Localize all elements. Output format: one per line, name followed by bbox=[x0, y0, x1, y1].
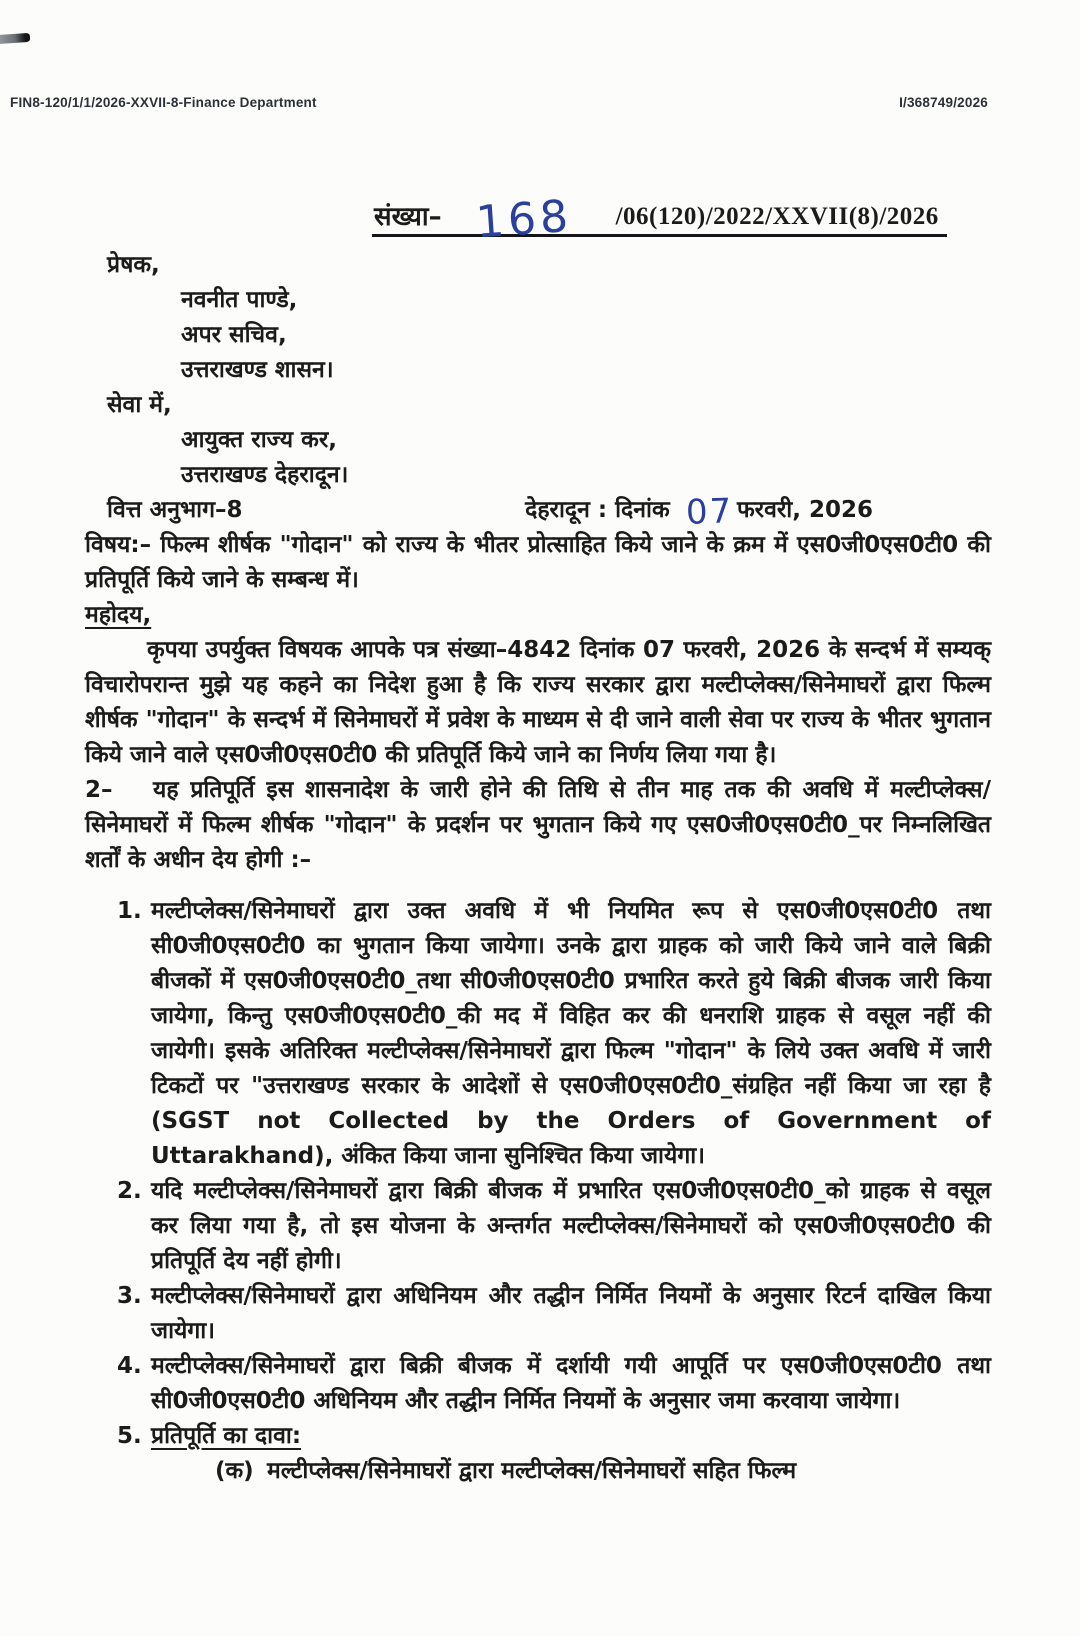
claim-section bbox=[151, 1419, 991, 1489]
list-item bbox=[117, 1419, 991, 1489]
list-item-number: 1. bbox=[117, 898, 142, 924]
place-date bbox=[525, 491, 873, 533]
list-item bbox=[117, 894, 991, 1174]
claim-sub-label: (क) bbox=[215, 1458, 254, 1484]
letter-number-line bbox=[372, 190, 947, 249]
paragraph-2-number: 2– bbox=[85, 777, 113, 803]
subject-line: विषय:– फिल्म शीर्षक "गोदान" को राज्य के भीतर प्रोत्साहित किये जाने के क्रम में एस0जी0एस0टी0 की प्रतिपूर्ति किये जाने के सम्बन्ध में। bbox=[85, 532, 991, 593]
sender-block bbox=[181, 283, 991, 388]
claim-heading: प्रतिपूर्ति का दावा: bbox=[151, 1423, 302, 1449]
salutation-row bbox=[85, 598, 991, 633]
letter-body bbox=[85, 248, 991, 1489]
list-item bbox=[117, 1349, 991, 1419]
paragraph-1: कृपया उपर्युक्त विषयक आपके पत्र संख्या–4842 दिनांक 07 फरवरी, 2026 के सन्दर्भ में सम्यक् विचारोपरान्त मुझे यह कहने का निदेश हुआ है कि राज्य सरकार द्वारा मल्टीप्लेक्स/सिनेमाघरों द्वारा फिल्म शीर्षक "गोदान" के सन्दर्भ में सिनेमाघरों में प्रवेश के माध्यम से दी जाने वाली सेवा पर राज्य के भीतर भुगतान किये जाने वाले एस0जी0एस0टी0 की प्रतिपूर्ति किये जाने का निर्णय लिया गया है। bbox=[85, 637, 991, 768]
letter-number-suffix: /06(120)/2022/XXVII(8)/2026 bbox=[615, 203, 939, 230]
file-reference: FIN8-120/1/1/2026-XXVII-8-Finance Department bbox=[10, 95, 317, 110]
place-date-prefix: देहरादून : दिनांक bbox=[525, 497, 670, 523]
list-item-text: मल्टीप्लेक्स/सिनेमाघरों द्वारा अधिनियम और तद्धीन निर्मित नियमों के अनुसार रिटर्न दाखिल किया जायेगा। bbox=[151, 1283, 991, 1344]
paragraph-2 bbox=[85, 773, 991, 878]
list-item-number: 2. bbox=[117, 1178, 142, 1204]
list-item bbox=[117, 1279, 991, 1349]
list-item-number: 3. bbox=[117, 1283, 142, 1309]
list-item bbox=[117, 1174, 991, 1279]
list-item-number: 4. bbox=[117, 1353, 142, 1379]
conditions-list bbox=[85, 894, 991, 1489]
list-item-text: मल्टीप्लेक्स/सिनेमाघरों द्वारा बिक्री बीजक में दर्शायी गयी आपूर्ति पर एस0जी0एस0टी0 तथा सी0जी0एस0टी0 अधिनियम और तद्धीन निर्मित नियमों के अनुसार जमा करवाया जायेगा। bbox=[151, 1353, 991, 1414]
claim-sub-text: मल्टीप्लेक्स/सिनेमाघरों द्वारा मल्टीप्लेक्स/सिनेमाघरों सहित फिल्म bbox=[267, 1458, 797, 1484]
section-date-row bbox=[85, 491, 991, 533]
date-suffix: फरवरी, 2026 bbox=[736, 497, 873, 523]
salutation: महोदय, bbox=[85, 602, 152, 628]
paragraph-2-text: यह प्रतिपूर्ति इस शासनादेश के जारी होने की तिथि से तीन माह तक की अवधि में मल्टीप्लेक्स/सिनेमाघरों में फिल्म शीर्षक "गोदान" के प्रदर्शन पर भुगतान किये गए एस0जी0एस0टी0_पर निम्नलिखित शर्तों के अधीन देय होगी :– bbox=[85, 777, 991, 873]
list-item-text: मल्टीप्लेक्स/सिनेमाघरों द्वारा उक्त अवधि में भी नियमित रूप से एस0जी0एस0टी0 तथा सी0जी0एस0टी0 का भुगतान किया जायेगा। उनके द्वारा ग्राहक को जारी किये जाने वाले बिक्री बीजकों में एस0जी0एस0टी0_तथा सी0जी0एस0टी0 प्रभारित करते हुये बिक्री बीजक जारी किया जायेगा, किन्तु एस0जी0एस0टी0_की मद में विहित कर की धनराशि ग्राहक से वसूल नहीं की जायेगी। इसके अतिरिक्त मल्टीप्लेक्स/सिनेमाघरों द्वारा फिल्म "गोदान" के लिये उक्त अवधि में जारी टिकटों पर "उत्तराखण्ड सरकार के आदेशों से एस0जी0एस0टी0_संग्रहित नहीं किया जा रहा है (SGST not Collected by the Orders of Government of Uttarakhand), अंकित किया जाना सुनिश्चित किया जायेगा। bbox=[151, 898, 991, 1169]
reference-line bbox=[10, 95, 988, 110]
recipient-designation: आयुक्त राज्य कर, bbox=[181, 427, 337, 453]
recipient-block bbox=[181, 423, 991, 493]
scan-smudge-mark bbox=[0, 33, 30, 44]
sender-organization: उत्तराखण्ड शासन। bbox=[181, 357, 334, 383]
finance-section-label: वित्त अनुभाग–8 bbox=[107, 497, 243, 523]
sender-designation: अपर सचिव, bbox=[181, 322, 287, 348]
claim-sub-item bbox=[215, 1454, 991, 1489]
list-item-number: 5. bbox=[117, 1423, 142, 1449]
sender-name: नवनीत पाण्डे, bbox=[181, 287, 298, 313]
recipient-place: उत्तराखण्ड देहरादून। bbox=[181, 462, 349, 488]
list-item-text: यदि मल्टीप्लेक्स/सिनेमाघरों द्वारा बिक्री बीजक में प्रभारित एस0जी0एस0टी0_को ग्राहक से वसूल कर लिया गया है, तो इस योजना के अन्तर्गत मल्टीप्लेक्स/सिनेमाघरों को एस0जी0एस0टी0 की प्रतिपूर्ति देय नहीं होगी। bbox=[151, 1178, 991, 1274]
eoffice-reference: I/368749/2026 bbox=[899, 95, 988, 110]
recipient-label: सेवा में, bbox=[107, 392, 172, 418]
number-label: संख्या– bbox=[374, 202, 442, 232]
handwritten-day: 07 bbox=[684, 491, 734, 533]
handwritten-letter-number: 168 bbox=[473, 190, 574, 249]
sender-label: प्रेषक, bbox=[107, 252, 160, 278]
